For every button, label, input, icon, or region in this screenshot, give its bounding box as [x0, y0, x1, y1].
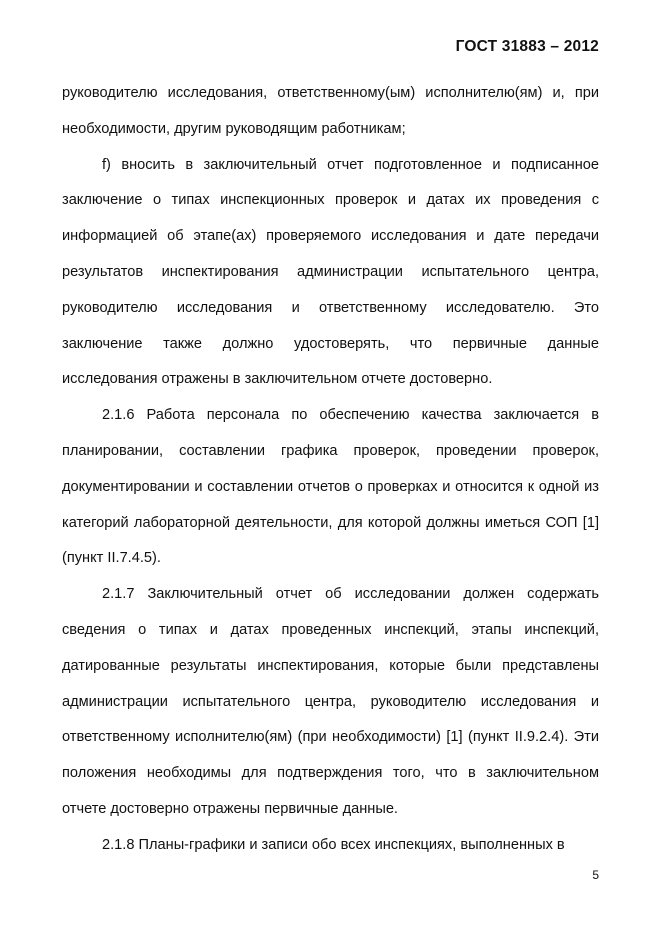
paragraph-2-1-8: 2.1.8 Планы-графики и записи обо всех инспекциях, выполненных в — [102, 836, 565, 853]
document-body — [62, 76, 599, 864]
paragraph-2-1-6: 2.1.6 Работа персонала по обеспечению качества заключается в планировании, составлении графика проверок, проведении проверок, документировании и составлении отчетов о проверках и относится к одной из категорий лабораторной деятельности, для которой должны иметься СОП [1] (пункт II.7.4.5). — [62, 407, 599, 567]
page-number: 5 — [592, 868, 599, 882]
paragraph-2-1-7: 2.1.7 Заключительный отчет об исследовании должен содержать сведения о типах и датах проведенных инспекций, этапы инспекций, датированные результаты инспектирования, которые были представлены администрации испытательного центра, руководителю исследования и ответственному исполнителю(ям) (при необходимости) [1] (пункт II.9.2.4). Эти положения необходимы для подтверждения того, что в заключительном отчете достоверно отражены первичные данные. — [62, 586, 599, 817]
document-code-header: ГОСТ 31883 – 2012 — [455, 38, 599, 55]
paragraph-item-f: f) вносить в заключительный отчет подготовленное и подписанное заключение о типах инспекционных проверок и датах их проведения с информацией об этапе(ах) проверяемого исследования и дате передачи результатов инспектирования администрации испытательного центра, руководителю исследования и ответственному исследователю. Это заключение также должно удостоверять, что первичные данные исследования отражены в заключительном отчете достоверно. — [62, 156, 599, 388]
paragraph-continuation: руководителю исследования, ответственному(ым) исполнителю(ям) и, при необходимости, другим руководящим работникам; — [62, 85, 599, 137]
